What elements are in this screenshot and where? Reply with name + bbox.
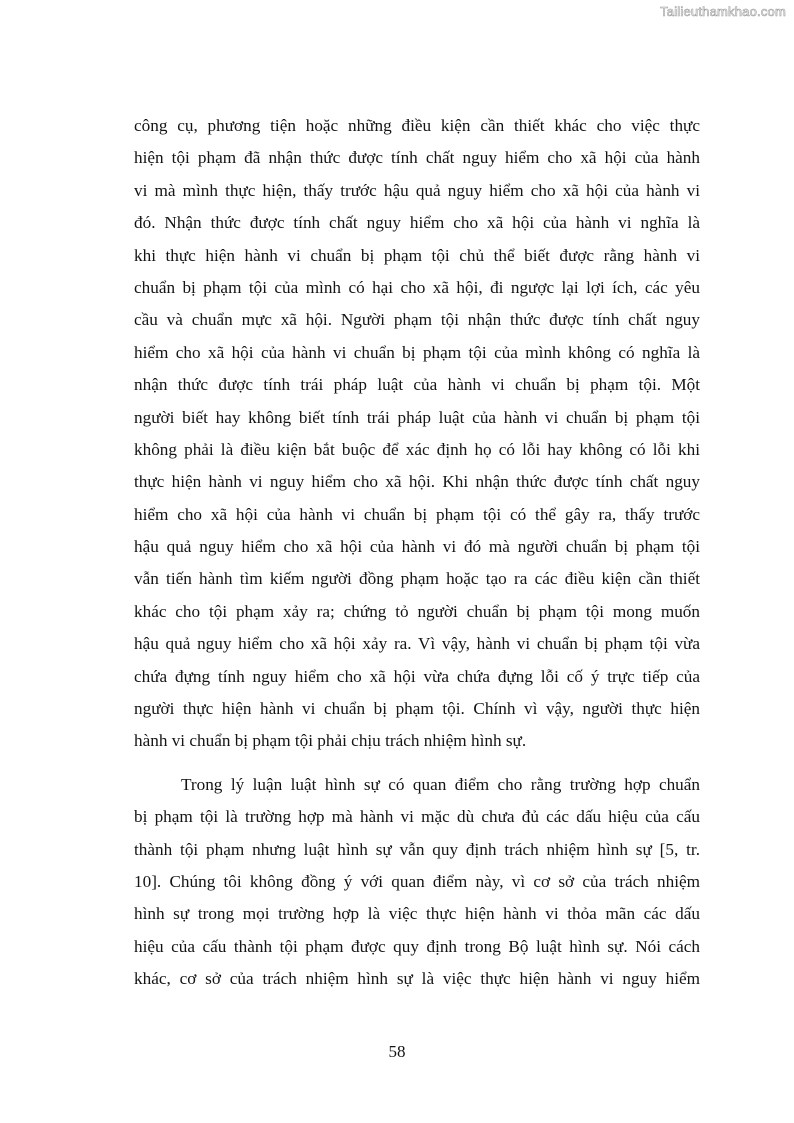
text-line: hậu quả nguy hiểm cho xã hội xảy ra. Vì vậy, hành vi chuẩn bị phạm tội vừa <box>134 634 700 654</box>
text-line: hiệu của cấu thành tội phạm được quy định trong Bộ luật hình sự. Nói cách <box>134 936 700 956</box>
text-line: chứa đựng tính nguy hiểm cho xã hội vừa chứa đựng lỗi cố ý trực tiếp của <box>134 666 700 686</box>
text-line: vi mà mình thực hiện, thấy trước hậu quả nguy hiểm cho xã hội của hành vi <box>134 180 700 200</box>
text-line: vẫn tiến hành tìm kiếm người đồng phạm hoặc tạo ra các điều kiện cần thiết <box>134 569 700 589</box>
text-line: hậu quả nguy hiểm cho xã hội của hành vi đó mà người chuẩn bị phạm tội <box>134 537 700 557</box>
page-number: 58 <box>388 1042 406 1061</box>
text-line: người biết hay không biết tính trái pháp luật của hành vi chuẩn bị phạm tội <box>134 407 700 427</box>
text-line: hiểm cho xã hội của hành vi chuẩn bị phạm tội có thể gây ra, thấy trước <box>134 504 700 524</box>
text-line: hình sự trong mọi trường hợp là việc thực hiện hành vi thỏa mãn các dấu <box>134 904 700 924</box>
text-line: khác cho tội phạm xảy ra; chứng tỏ người chuẩn bị phạm tội mong muốn <box>134 601 700 621</box>
text-line: người thực hiện hành vi chuẩn bị phạm tội. Chính vì vậy, người thực hiện <box>134 699 700 719</box>
text-line: 10]. Chúng tôi không đồng ý với quan điểm này, vì cơ sở của trách nhiệm <box>134 871 700 891</box>
text-line: nhận thức được tính trái pháp luật của hành vi chuẩn bị phạm tội. Một <box>134 375 700 395</box>
text-line: cầu và chuẩn mực xã hội. Người phạm tội nhận thức được tính chất nguy <box>134 310 700 330</box>
paragraph-2 <box>134 769 700 996</box>
text-line: công cụ, phương tiện hoặc những điều kiện cần thiết khác cho việc thực <box>134 116 700 135</box>
text-line: thành tội phạm nhưng luật hình sự vẫn quy định trách nhiệm hình sự [5, tr. <box>134 839 700 859</box>
text-line: khác, cơ sở của trách nhiệm hình sự là việc thực hiện hành vi nguy hiểm <box>134 969 700 989</box>
paragraph-1 <box>134 110 700 758</box>
text-line: đó. Nhận thức được tính chất nguy hiểm cho xã hội của hành vi nghĩa là <box>134 213 700 233</box>
text-line: bị phạm tội là trường hợp mà hành vi mặc dù chưa đủ các dấu hiệu của cấu <box>134 807 700 827</box>
text-line: chuẩn bị phạm tội của mình có hại cho xã hội, đi ngược lại lợi ích, các yêu <box>134 277 700 297</box>
document-body <box>134 110 700 996</box>
text-line: Trong lý luận luật hình sự có quan điểm cho rằng trường hợp chuẩn <box>181 774 700 794</box>
text-line: khi thực hiện hành vi chuẩn bị phạm tội chủ thể biết được rằng hành vi <box>134 245 700 265</box>
text-line: không phải là điều kiện bắt buộc để xác định họ có lỗi hay không có lỗi khi <box>134 439 700 459</box>
text-line: hành vi chuẩn bị phạm tội phải chịu trách nhiệm hình sự. <box>134 731 527 751</box>
text-line: hiện tội phạm đã nhận thức được tính chất nguy hiểm cho xã hội của hành <box>134 148 700 168</box>
text-line: hiểm cho xã hội của hành vi chuẩn bị phạm tội của mình không có nghĩa là <box>134 342 700 362</box>
watermark-text: Tailieuthamkhao.com <box>660 4 786 19</box>
text-line: thực hiện hành vi nguy hiểm cho xã hội. Khi nhận thức được tính chất nguy <box>134 472 700 492</box>
